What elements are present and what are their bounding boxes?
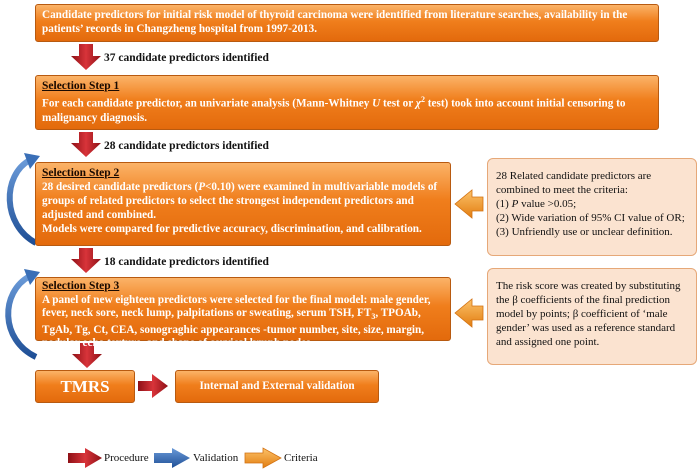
validation-loop-arrow-2 — [8, 276, 36, 357]
step-3-text: A panel of new eighteen predictors were selected for the final model: male gender, fever, neck sore, neck lump, palpitations or sweating, serum TSH, $FT_3$, TPOAb, TgAb, Tg, Ct, CEA, sonograghic appearances -tumor number, site, size, margin, nodular echo texture, and shape of cervical lymph nodes. — [42, 293, 431, 350]
label-18-candidates: 18 candidate predictors identified — [104, 256, 269, 268]
legend-criteria-label: Criteria — [284, 452, 318, 464]
step-2-title: Selection Step 2 — [42, 167, 120, 179]
step-3-title: Selection Step 3 — [42, 280, 120, 292]
criteria-1-item-2: (2) Wide variation of 95% CI value of OR; — [496, 212, 685, 224]
label-37-candidates: 37 candidate predictors identified — [104, 52, 269, 64]
legend-validation-label: Validation — [193, 452, 239, 464]
step-1-text: For each candidate predictor, an univariate analysis (Mann-Whitney U test or $\chi^2$ test) took into account initial censoring to malignancy diagnosis. — [42, 95, 626, 124]
procedure-arrow-right — [138, 374, 168, 398]
step-1-title: Selection Step 1 — [42, 80, 120, 92]
intro-box — [35, 4, 659, 42]
criteria-arrow-1 — [455, 190, 483, 218]
tmrs-label: TMRS — [60, 377, 110, 396]
criteria-1-intro: 28 Related candidate predictors are combined to meet the criteria: — [496, 170, 652, 196]
procedure-arrow-3 — [71, 248, 101, 273]
selection-step-3-box — [35, 277, 451, 350]
criteria-2-text: The risk score was created by substituting the β coefficients of the final prediction model by points; β coefficient of ‘male gender’ was used as a reference standard and assigned one point. — [496, 280, 681, 348]
selection-step-2-box — [35, 162, 451, 246]
criteria-1-item-1: (1) P value >0.05; — [496, 198, 577, 210]
selection-step-1-box — [35, 75, 659, 130]
intro-text: Candidate predictors for initial risk model of thyroid carcinoma were identified from literature searches, availability in the patients’ records in Changzheng hospital from 1997-2013. — [42, 9, 628, 35]
criteria-box-2 — [487, 268, 697, 365]
procedure-arrow-1 — [71, 44, 101, 70]
legend-criteria-icon — [245, 448, 281, 468]
step-2-text: 28 desired candidate predictors (P<0.10) were examined in multivariable models of groups of related predictors to select the strongest independent predictors and adjusted and combined. — [42, 181, 438, 221]
procedure-arrow-2 — [71, 132, 101, 157]
label-28-candidates: 28 candidate predictors identified — [104, 140, 269, 152]
step-2-text-2: Models were compared for predictive accuracy, discrimination, and calibration. — [42, 223, 422, 235]
validation-box — [175, 370, 379, 403]
criteria-box-1 — [487, 158, 697, 256]
validation-label: Internal and External validation — [199, 380, 355, 392]
validation-loop-arrow-1 — [10, 160, 36, 243]
tmrs-box — [35, 370, 135, 403]
legend-procedure-label: Procedure — [104, 452, 149, 464]
legend-procedure-icon — [68, 448, 102, 468]
legend-validation-icon — [154, 448, 190, 468]
criteria-1-item-3: (3) Unfriendly use or unclear definition. — [496, 226, 673, 238]
criteria-arrow-2 — [455, 299, 483, 327]
